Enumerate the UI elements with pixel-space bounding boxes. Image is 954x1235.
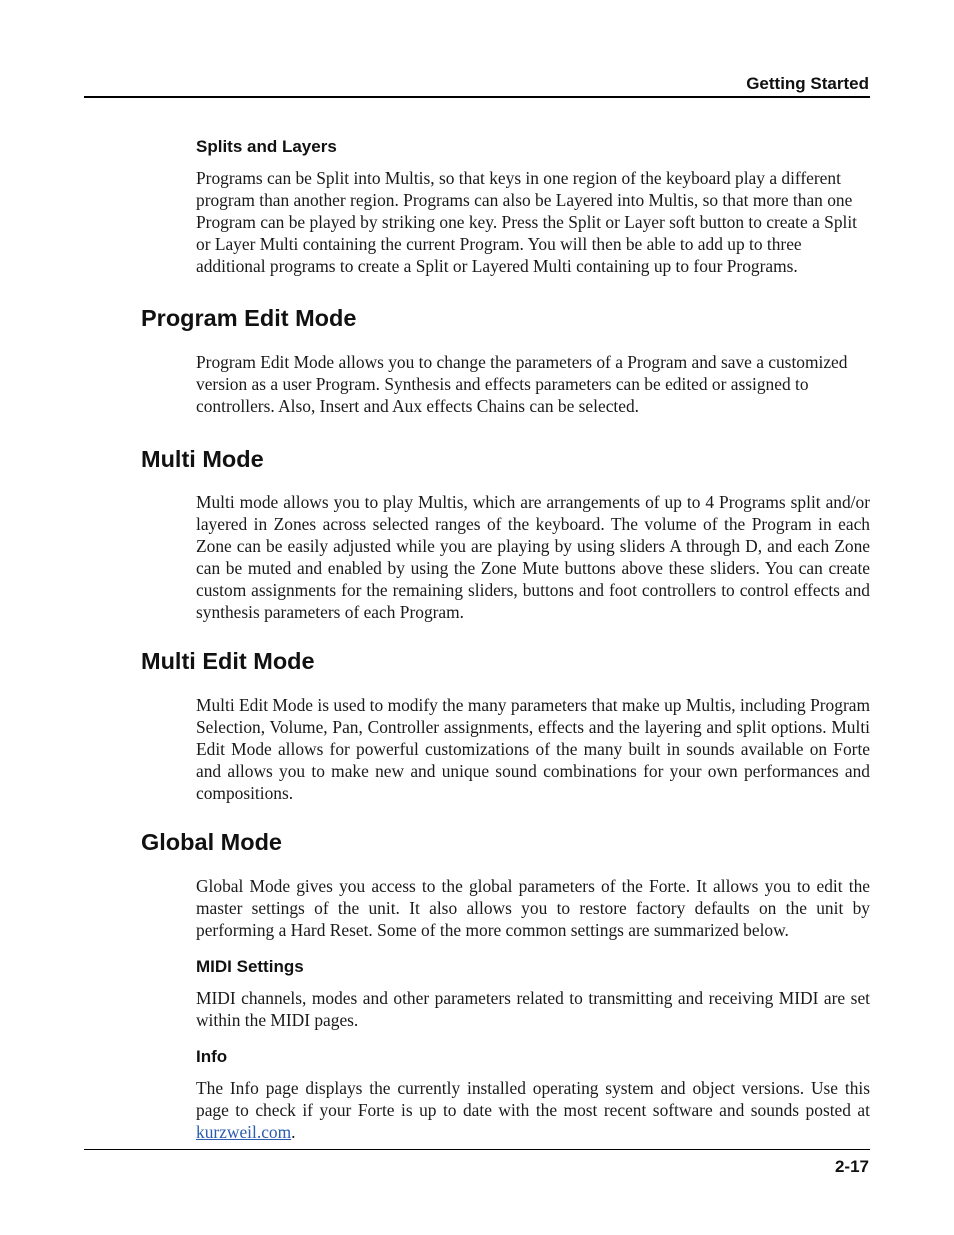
paragraph-splits-and-layers: Programs can be Split into Multis, so that keys in one region of the keyboard play a different program than another region. Programs can also be Layered into Multis, so that more than one Program can be played by striking one key. Press the Split or Layer soft button to create a Split or Layer Multi containing the current Program. You will then be able to add up to three additional programs to create a Split or Layered Multi containing up to four Programs.: [196, 168, 858, 276]
paragraph-global-mode: Global Mode gives you access to the global parameters of the Forte. It allows you to edit the master settings of the unit. It also allows you to restore factory defaults on the unit by performing a Hard Reset. Some of the more common settings are summarized below.: [196, 876, 870, 940]
page-number: 2-17: [834, 1157, 869, 1176]
heading-splits-and-layers: Splits and Layers: [196, 137, 337, 156]
paragraph-multi-edit-mode: Multi Edit Mode is used to modify the many parameters that make up Multis, including Program Selection, Volume, Pan, Controller assignments, effects and the layering and split options. Multi Edit Mode allows for powerful customizations of the many built in sounds available on Forte and allows you to make new and unique sound combinations for your own performances and compositions.: [196, 695, 870, 803]
heading-program-edit-mode: Program Edit Mode: [141, 305, 357, 331]
heading-info: Info: [196, 1047, 228, 1066]
running-head: Getting Started: [746, 74, 869, 93]
info-text: The Info page displays the currently installed operating system and object versions. Use this page to check if your Forte is up to date with the most recent software and sounds posted at: [196, 1078, 870, 1120]
paragraph-midi-settings: MIDI channels, modes and other parameters related to transmitting and receiving MIDI are set within the MIDI pages.: [196, 988, 870, 1030]
header-rule: [84, 96, 870, 98]
kurzweil-link[interactable]: kurzweil.com: [196, 1121, 292, 1142]
paragraph-info: [196, 1078, 870, 1144]
heading-multi-edit-mode: Multi Edit Mode: [141, 648, 315, 674]
paragraph-program-edit-mode: Program Edit Mode allows you to change the parameters of a Program and save a customized version as a user Program. Synthesis and effects parameters can be edited or assigned to controllers. Also, Insert and Aux effects Chains can be selected.: [196, 352, 848, 416]
heading-multi-mode: Multi Mode: [141, 446, 264, 472]
heading-midi-settings: MIDI Settings: [196, 957, 304, 976]
footer-rule: [84, 1149, 870, 1150]
heading-global-mode: Global Mode: [141, 829, 282, 855]
paragraph-multi-mode: Multi mode allows you to play Multis, which are arrangements of up to 4 Programs split and/or layered in Zones across selected ranges of the keyboard. The volume of the Program in each Zone can be easily adjusted while you are playing by using sliders A through D, and each Zone can be muted and enabled by using the Zone Mute buttons above these sliders. You can create custom assignments for the remaining sliders, buttons and foot controllers to control effects and synthesis parameters of each Program.: [196, 492, 870, 622]
info-text-end: .: [291, 1121, 296, 1142]
